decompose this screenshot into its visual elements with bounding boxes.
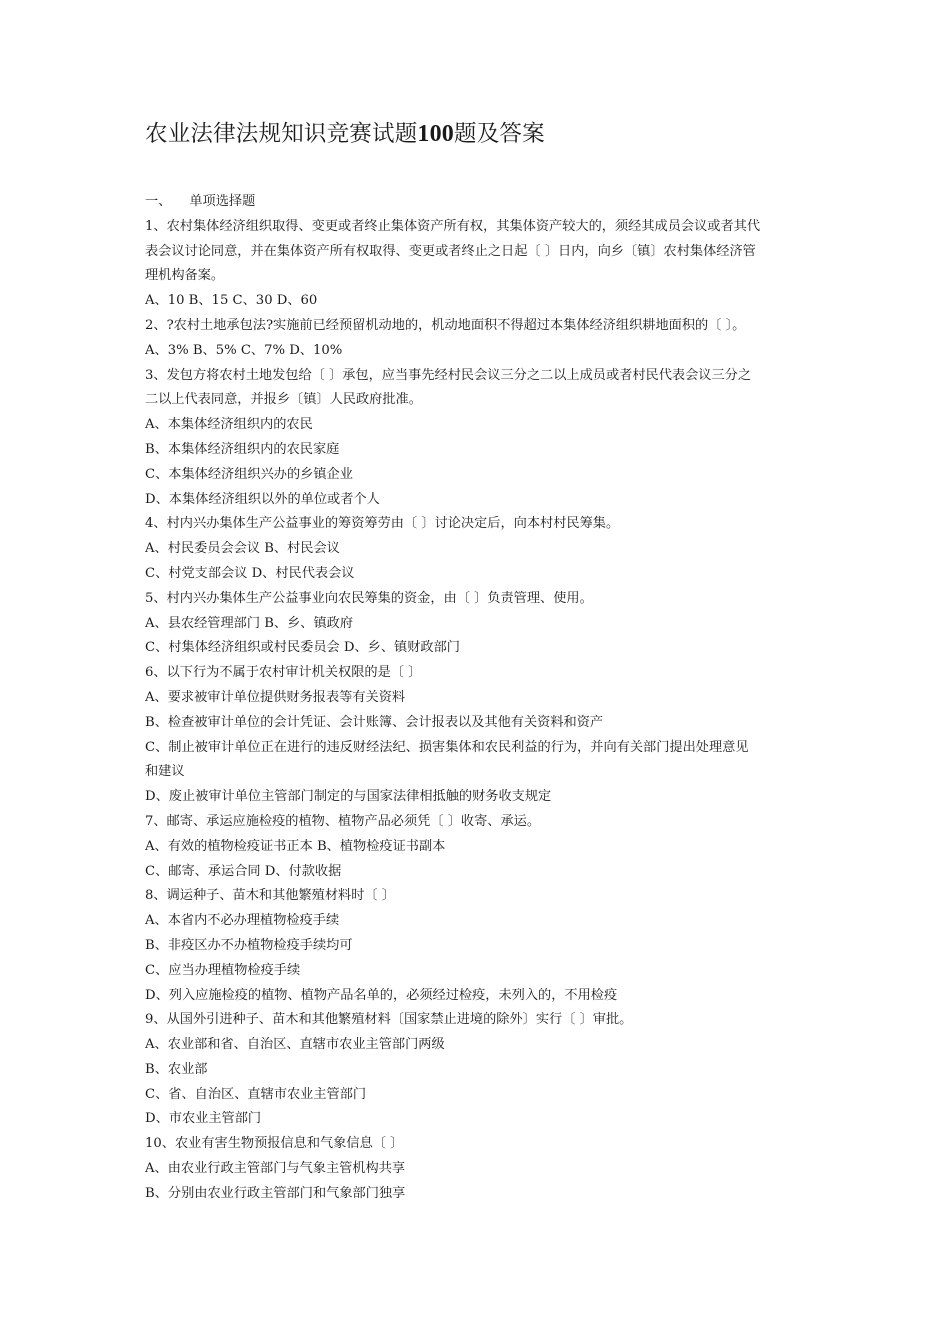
section-label: 单项选择题 bbox=[189, 194, 256, 209]
answer-options: C、村党支部会议 D、村民代表会议 bbox=[145, 565, 355, 581]
answer-options: A、村民委员会会议 B、村民会议 bbox=[145, 541, 340, 557]
answer-option: B、本集体经济组织内的农民家庭 bbox=[145, 441, 340, 457]
text-line: 5、村内兴办集体生产公益事业向农民筹集的资金，由〔 〕负责管理、使用。 bbox=[145, 590, 593, 606]
answer-options: C、村集体经济组织或村民委员会 D、乡、镇财政部门 bbox=[145, 640, 460, 656]
answer-options: C、邮寄、承运合同 D、付款收据 bbox=[145, 863, 342, 879]
answer-options: A、县农经管理部门 B、乡、镇政府 bbox=[145, 615, 354, 631]
answer-option: D、本集体经济组织以外的单位或者个人 bbox=[145, 491, 380, 507]
answer-option: A、由农业行政主管部门与气象主管机构共享 bbox=[145, 1161, 406, 1177]
answer-option: C、本集体经济组织兴办的乡镇企业 bbox=[145, 466, 353, 482]
document-title bbox=[145, 118, 845, 150]
answer-option: C、制止被审计单位正在进行的违反财经法纪、损害集体和农民利益的行为，并向有关部门提出处理意见 bbox=[145, 739, 749, 755]
answer-options: A、3% B、5% C、7% D、10% bbox=[145, 342, 343, 358]
answer-options: A、有效的植物检疫证书正本 B、植物检疫证书副本 bbox=[145, 838, 446, 854]
title-suffix: 题及答案 bbox=[454, 121, 545, 147]
text-line: 9、从国外引进种子、苗木和其他繁殖材料〔国家禁止进境的除外〕实行〔 〕审批。 bbox=[145, 1012, 633, 1028]
answer-option: B、分别由农业行政主管部门和气象部门独享 bbox=[145, 1185, 406, 1201]
title-number: 100 bbox=[417, 121, 455, 147]
text-line: 3、发包方将农村土地发包给〔 〕承包，应当事先经村民会议三分之二以上成员或者村民代表会议三分之 bbox=[145, 367, 752, 383]
answer-option: C、省、自治区、直辖市农业主管部门 bbox=[145, 1086, 367, 1102]
text-line: 表会议讨论同意，并在集体资产所有权取得、变更或者终止之日起〔 〕日内，向乡〔镇〕农村集体经济管 bbox=[145, 243, 756, 259]
section-number: 一、 bbox=[145, 194, 172, 209]
answer-options: A、10 B、15 C、30 D、60 bbox=[145, 293, 318, 309]
answer-option: B、检查被审计单位的会计凭证、会计账簿、会计报表以及其他有关资料和资产 bbox=[145, 714, 604, 730]
answer-option: C、应当办理植物检疫手续 bbox=[145, 962, 301, 978]
text-line: 和建议 bbox=[145, 764, 185, 780]
text-line: 二以上代表同意，并报乡〔镇〕人民政府批准。 bbox=[145, 392, 422, 408]
text-line: 8、调运种子、苗木和其他繁殖材料时〔 〕 bbox=[145, 888, 395, 904]
text-line: 理机构备案。 bbox=[145, 268, 225, 284]
answer-option: D、列入应施检疫的植物、植物产品名单的，必须经过检疫，未列入的，不用检疫 bbox=[145, 987, 618, 1003]
title-prefix: 农业法律法规知识竞赛试题 bbox=[145, 121, 418, 147]
text-line: 1、农村集体经济组织取得、变更或者终止集体资产所有权，其集体资产较大的，须经其成员会议或者其代 bbox=[145, 218, 761, 234]
answer-option: B、农业部 bbox=[145, 1061, 208, 1077]
text-line: 7、邮寄、承运应施检疫的植物、植物产品必须凭〔 〕收寄、承运。 bbox=[145, 813, 541, 829]
answer-option: A、农业部和省、自治区、直辖市农业主管部门两级 bbox=[145, 1037, 445, 1053]
answer-option: D、废止被审计单位主管部门制定的与国家法律相抵触的财务收支规定 bbox=[145, 789, 552, 805]
text-line: 10、农业有害生物预报信息和气象信息〔 〕 bbox=[145, 1136, 404, 1152]
text-line: 4、村内兴办集体生产公益事业的筹资筹劳由〔 〕讨论决定后，向本村村民筹集。 bbox=[145, 516, 620, 532]
answer-option: D、市农业主管部门 bbox=[145, 1111, 262, 1127]
answer-option: A、本省内不必办理植物检疫手续 bbox=[145, 913, 340, 929]
document-body bbox=[145, 190, 815, 1207]
answer-option: A、要求被审计单位提供财务报表等有关资料 bbox=[145, 689, 406, 705]
answer-option: A、本集体经济组织内的农民 bbox=[145, 417, 313, 433]
text-line: 2、?农村土地承包法?实施前已经预留机动地的，机动地面积不得超过本集体经济组织耕地面积的〔 〕。 bbox=[145, 317, 746, 333]
text-line: 6、以下行为不属于农村审计机关权限的是〔 〕 bbox=[145, 665, 422, 681]
answer-option: B、非疫区办不办植物检疫手续均可 bbox=[145, 937, 353, 953]
section-heading bbox=[145, 190, 815, 215]
